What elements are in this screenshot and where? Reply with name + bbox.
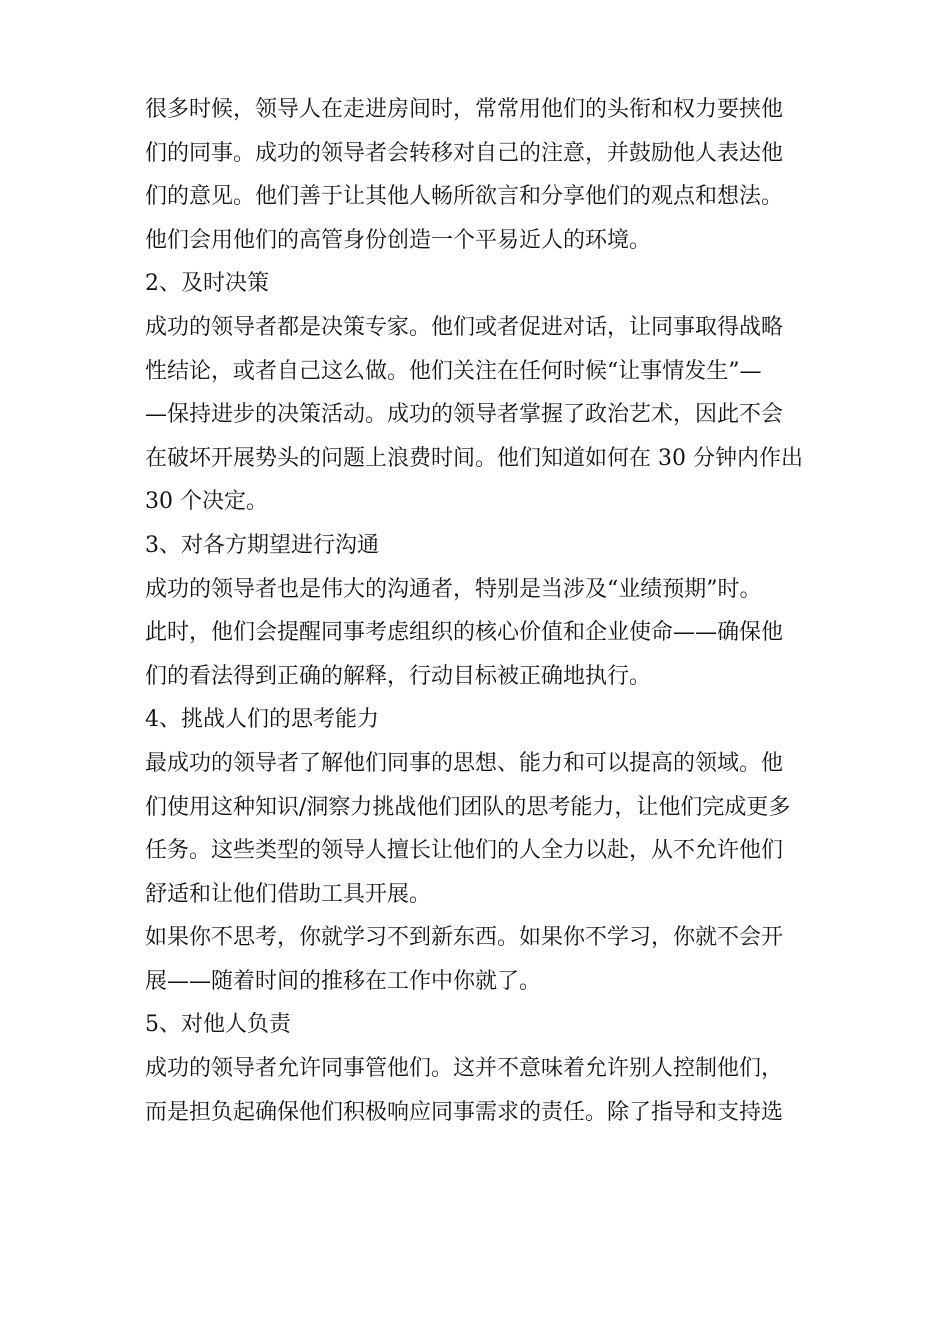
text-line: 任务。这些类型的领导人擅长让他们的人全力以赴，从不允许他们 bbox=[145, 838, 784, 864]
text-line: 成功的领导者也是伟大的沟通者，特别是当涉及“业绩预期”时。 bbox=[145, 576, 762, 602]
text-line: 们的意见。他们善于让其他人畅所欲言和分享他们的观点和想法。 bbox=[145, 184, 784, 210]
text-line: 他们会用他们的高管身份创造一个平易近人的环境。 bbox=[145, 227, 652, 253]
document-body bbox=[145, 88, 810, 1134]
text-line: 成功的领导者都是决策专家。他们或者促进对话，让同事取得战略 bbox=[145, 314, 784, 340]
text-line: 最成功的领导者了解他们同事的思想、能力和可以提高的领域。他 bbox=[145, 750, 784, 776]
text-line: 在破坏开展势头的问题上浪费时间。他们知道如何在 30 分钟内作出 bbox=[145, 445, 803, 471]
text-line: 舒适和让他们借助工具开展。 bbox=[145, 881, 432, 907]
text-line: 如果你不思考，你就学习不到新东西。如果你不学习，你就不会开 bbox=[145, 925, 784, 951]
text-line: 30 个决定。 bbox=[145, 489, 268, 515]
text-line: 此时，他们会提醒同事考虑组织的核心价值和企业使命——确保他 bbox=[145, 620, 784, 646]
text-line: 们的看法得到正确的解释，行动目标被正确地执行。 bbox=[145, 663, 652, 689]
section-heading: 5、对他人负责 bbox=[145, 1012, 291, 1038]
text-line: 们使用这种知识/洞察力挑战他们团队的思考能力，让他们完成更多 bbox=[145, 794, 791, 820]
text-line: 性结论，或者自己这么做。他们关注在任何时候“让事情发生”— bbox=[145, 358, 762, 384]
section-heading: 3、对各方期望进行沟通 bbox=[145, 532, 379, 558]
text-line: 很多时候，领导人在走进房间时，常常用他们的头衔和权力要挟他 bbox=[145, 97, 784, 122]
text-line: 成功的领导者允许同事管他们。这并不意味着允许别人控制他们， bbox=[145, 1056, 784, 1082]
text-line: 而是担负起确保他们积极响应同事需求的责任。除了指导和支持选 bbox=[145, 1099, 784, 1125]
text-line: —保持进步的决策活动。成功的领导者掌握了政治艺术，因此不会 bbox=[145, 402, 784, 428]
text-line: 们的同事。成功的领导者会转移对自己的注意，并鼓励他人表达他 bbox=[145, 140, 784, 166]
section-heading: 2、及时决策 bbox=[145, 271, 269, 297]
text-line: 展——随着时间的推移在工作中你就了。 bbox=[145, 968, 542, 994]
section-heading: 4、挑战人们的思考能力 bbox=[145, 707, 379, 733]
